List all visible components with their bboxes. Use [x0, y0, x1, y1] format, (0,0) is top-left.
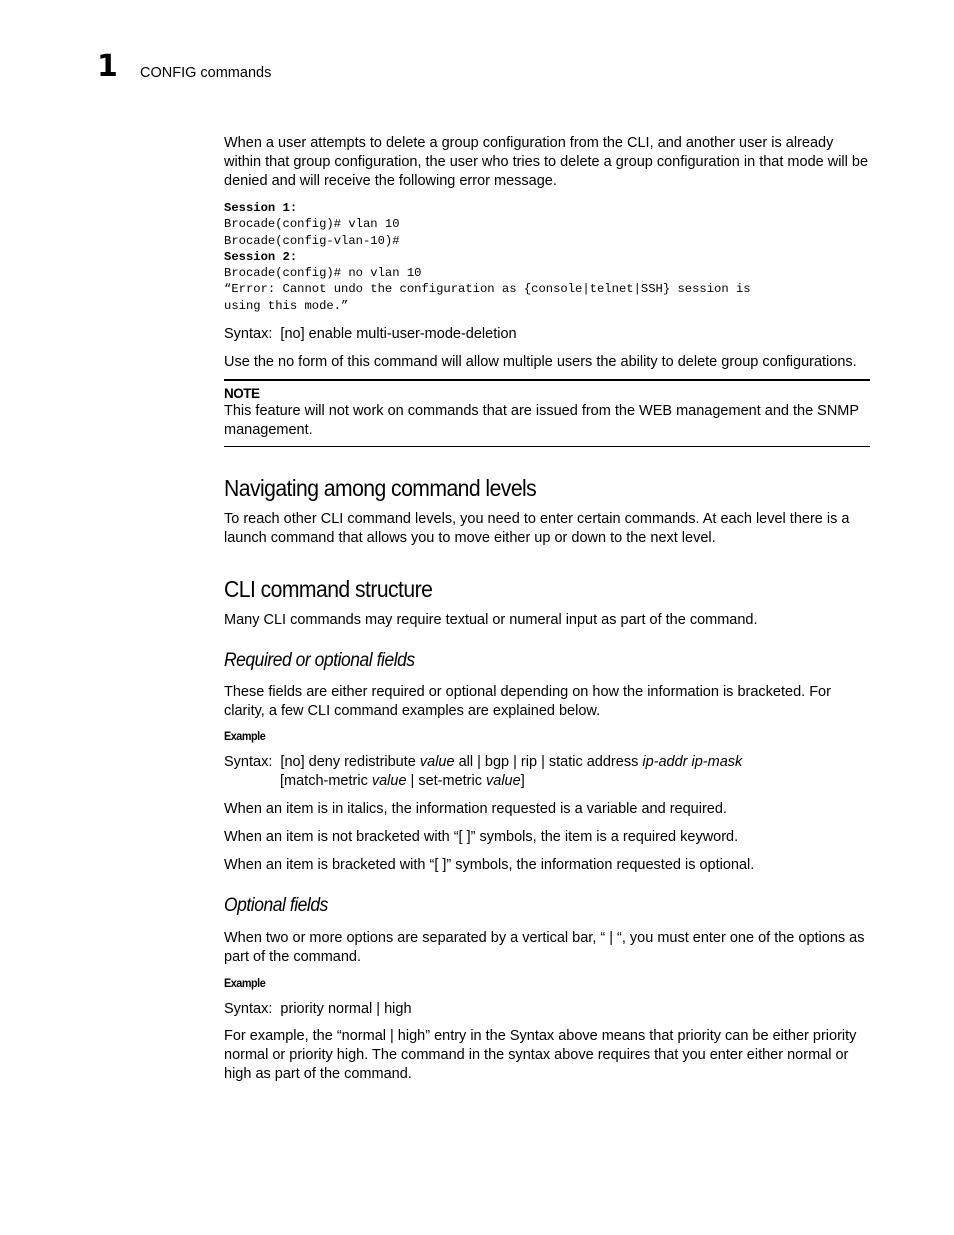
syntax-variable: value [486, 773, 521, 790]
optional-explanation-paragraph: For example, the “normal | high” entry in the Syntax above means that priority can be either priority normal or priority high. The command in the syntax above requires that you enter either normal or high as part of the command. [224, 1028, 857, 1083]
syntax-keywords: [no] deny redistribute [280, 754, 420, 771]
syntax-deny-redistribute [224, 753, 870, 791]
cli-structure-paragraph: Many CLI commands may require textual or numeral input as part of the command. [224, 612, 758, 629]
syntax-keywords: [match-metric [280, 773, 372, 790]
rule-italics: When an item is in italics, the information requested is a variable and required. [224, 801, 727, 818]
heading-required-optional-fields: Required or optional fields [224, 650, 415, 672]
code-line: Brocade(config)# vlan 10 [224, 217, 400, 232]
code-session2-label: Session 2: [224, 249, 298, 264]
rule-bracketed: When an item is bracketed with “[ ]” symbols, the information requested is optional. [224, 857, 755, 874]
heading-navigating-command-levels: Navigating among command levels [224, 475, 537, 502]
code-block [224, 200, 870, 314]
syntax-multi-user-deletion [224, 325, 870, 344]
syntax-label: Syntax: [224, 1001, 273, 1018]
syntax-keywords: | set-metric [406, 773, 487, 790]
syntax-command: [no] enable multi-user-mode-deletion [280, 326, 517, 343]
code-line: Brocade(config-vlan-10)# [224, 233, 400, 248]
syntax-command: priority normal | high [280, 1001, 412, 1018]
code-line: “Error: Cannot undo the configuration as {console|telnet|SSH} session is [224, 282, 751, 297]
syntax-label: Syntax: [224, 754, 273, 771]
syntax-label: Syntax: [224, 326, 273, 343]
no-form-text-before: Use the [224, 354, 278, 371]
syntax-priority [224, 1000, 870, 1019]
note-label: NOTE [224, 386, 260, 402]
syntax-variable: value [419, 754, 455, 771]
no-form-text-after: form of this command will allow multiple users the ability to delete group configurations. [294, 354, 857, 371]
heading-cli-command-structure: CLI command structure [224, 576, 433, 603]
example-label: Example [224, 976, 266, 991]
syntax-variable: ip-addr ip-mask [642, 754, 743, 771]
note-box [224, 379, 870, 447]
code-line: Brocade(config)# no vlan 10 [224, 266, 422, 281]
heading-optional-fields: Optional fields [224, 895, 328, 917]
syntax-keywords: ] [520, 773, 525, 790]
no-keyword: no [278, 354, 295, 371]
code-line: using this mode.” [224, 298, 349, 313]
syntax-keywords: all | bgp | rip | static address [454, 754, 643, 771]
running-header-title: CONFIG commands [140, 65, 272, 81]
example-label: Example [224, 729, 266, 744]
optional-fields-paragraph: When two or more options are separated by a vertical bar, “ | “, you must enter one of the options as part of the command. [224, 930, 865, 966]
no-form-paragraph [224, 353, 870, 372]
code-session1-label: Session 1: [224, 201, 298, 215]
syntax-variable: value [371, 773, 407, 790]
intro-paragraph: When a user attempts to delete a group configuration from the CLI, and another user is already within that group configuration, the user who tries to delete a group configuration in that mode will be denied and will receive the following error message. [224, 135, 869, 189]
note-text: This feature will not work on commands that are issued from the WEB management and the SNMP management. [224, 403, 859, 439]
navigating-paragraph: To reach other CLI command levels, you need to enter certain commands. At each level there is a launch command that allows you to move either up or down to the next level. [224, 511, 850, 547]
required-fields-paragraph: These fields are either required or optional depending on how the information is bracketed. For clarity, a few CLI command examples are explained below. [224, 684, 831, 720]
chapter-number: 1 [97, 49, 118, 84]
rule-not-bracketed: When an item is not bracketed with “[ ]” symbols, the item is a required keyword. [224, 829, 739, 846]
page-content [224, 134, 870, 1084]
